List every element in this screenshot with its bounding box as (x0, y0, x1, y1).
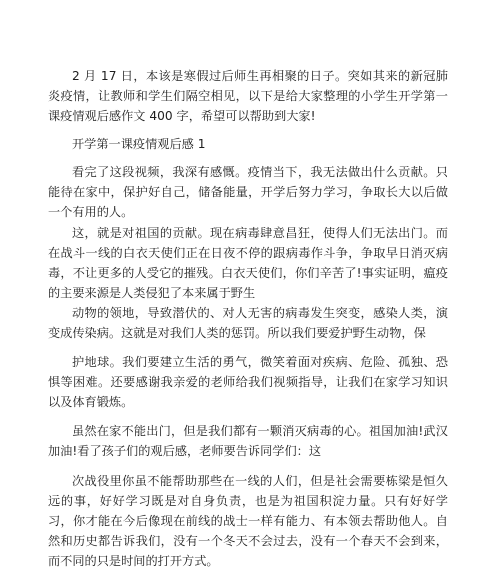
body-paragraph-3: 动物的领地，导致潜伏的、对人无害的病毒发生突变，感染人类，演变成传染病。这就是对我们人类的惩罚。所以我们要爱护野生动物，保 (48, 306, 448, 340)
body-paragraph-4: 护地球。我们要建立生活的勇气，微笑着面对疾病、危险、孤独、恐惧等困难。还要感谢我亲爱的老师给我们视频指导，让我们在家学习知识以及体育锻炼。 (48, 355, 448, 409)
body-paragraph-6: 次战役里你虽不能帮助那些在一线的人们，但是社会需要栋梁是恒久远的事，好好学习既是对自身负责，也是为祖国积淀力量。只有好好学习，你才能在今后像现在前线的战士一样有能力、有本领去帮助他人。自然和历史都告诉我们，没有一个冬天不会过去，没有一个春天不会到来，而不同的只是时间的打开方式。 (48, 474, 448, 568)
body-paragraph-5: 虽然在家不能出门，但是我们都有一颗消灭病毒的心。祖国加油!武汉加油!看了孩子们的观后感，老师要告诉同学们：这 (48, 424, 448, 458)
section-title: 开学第一课疫情观后感 1 (72, 137, 206, 151)
body-paragraph-1: 看完了这段视频，我深有感慨。疫情当下，我无法做出什么贡献。只能待在家中，保护好自己，储备能量，开学后努力学习，争取长大以后做一个有用的人。 (48, 165, 448, 219)
intro-paragraph: 2 月 17 日，本该是寒假过后师生再相聚的日子。突如其来的新冠肺炎疫情，让教师和学生们隔空相见，以下是给大家整理的小学生开学第一课疫情观后感作文 400 字，希望可以帮助到大家! (48, 69, 448, 123)
body-paragraph-2: 这，就是对祖国的贡献。现在病毒肆意昌狂，使得人们无法出门。而在战斗一线的白衣天使们正在日夜不停的跟病毒作斗争，争取早日消灭病毒，不让更多的人受它的摧残。白衣天使们，你们辛苦了!事实证明，瘟疫的主要来源是人类侵犯了本来属于野生 (48, 226, 448, 300)
